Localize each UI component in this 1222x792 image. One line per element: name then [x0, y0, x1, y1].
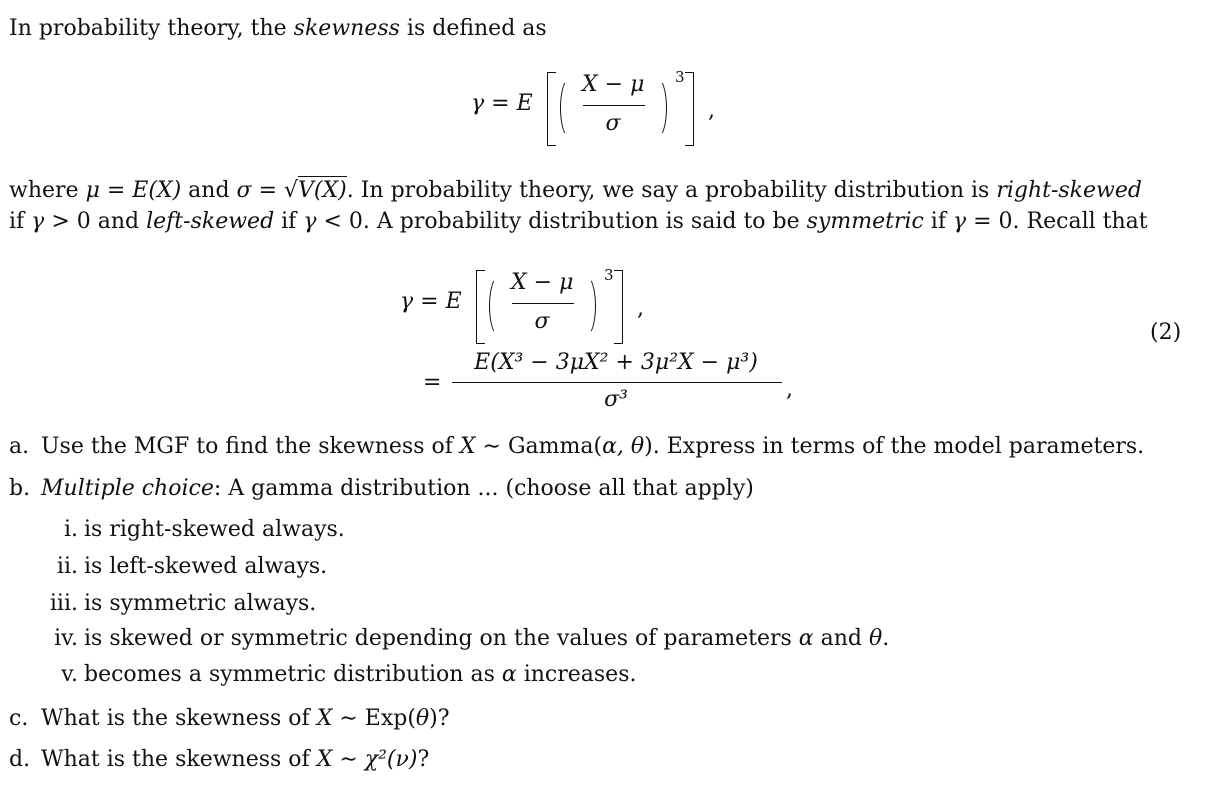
sqrt: √V(X): [284, 178, 347, 203]
choice-label: ii.: [56, 554, 78, 579]
eq2-exponent: 3: [604, 266, 614, 284]
eq1-left-paren: [560, 78, 579, 138]
eq1-right-paren: [648, 78, 667, 138]
para2-line1: where μ = E(X) and σ = √V(X). In probability theory, we say a probability distribution is right-skewed: [9, 176, 1142, 206]
question-c: c. What is the skewness of X ∼ Exp(θ)?: [9, 704, 450, 734]
choice-ii: ii. is left-skewed always.: [0, 552, 327, 582]
eq1-denominator: σ: [605, 111, 621, 136]
choice-label: v.: [61, 662, 78, 687]
eq1-exponent: 3: [675, 68, 685, 86]
eq2-left-bracket: [476, 270, 485, 344]
eq2-right-bracket: [614, 270, 623, 344]
eq2-fraction-bar-2: [452, 382, 782, 383]
eq1-numerator: X − μ: [582, 72, 645, 97]
eq1-comma: ,: [708, 98, 715, 123]
question-label: c.: [9, 706, 29, 731]
choice-iv: iv. is skewed or symmetric depending on the values of parameters α and θ.: [0, 624, 889, 654]
eq1-lhs: γ = E: [471, 91, 533, 116]
question-label: d.: [9, 747, 31, 772]
choice-label: iii.: [49, 591, 78, 616]
choice-v: v. becomes a symmetric distribution as α increases.: [0, 660, 636, 690]
eq2-comma-1: ,: [637, 296, 644, 321]
eq2-right-paren: [577, 276, 596, 336]
eq2-left-paren: [489, 276, 508, 336]
intro-term: skewness: [293, 16, 400, 41]
eq2-denominator-2: σ³: [604, 387, 628, 412]
question-d: d. What is the skewness of X ∼ χ²(ν)?: [9, 745, 429, 775]
question-b: b. Multiple choice: A gamma distribution ... (choose all that apply): [9, 474, 754, 504]
para2-line2: if γ > 0 and left-skewed if γ < 0. A probability distribution is said to be symmetric if γ = 0. Recall that: [9, 209, 1148, 234]
intro-prefix: In probability theory, the: [9, 16, 294, 41]
eq2-comma-2: ,: [786, 377, 793, 402]
eq2-lhs: γ = E: [400, 289, 462, 314]
choice-iii: iii. is symmetric always.: [0, 589, 316, 619]
eq2-denominator: σ: [534, 309, 550, 334]
eq1-left-bracket: [547, 72, 556, 146]
eq2-numerator-2: E(X³ − 3μX² + 3μ²X − μ³): [474, 350, 758, 375]
question-label: b.: [9, 476, 31, 501]
eq1-right-bracket: [685, 72, 694, 146]
question-a: a. Use the MGF to find the skewness of X ∼ Gamma(α, θ). Express in terms of the model parameters.: [9, 432, 1144, 462]
question-label: a.: [9, 434, 30, 459]
choice-i: i. is right-skewed always.: [0, 515, 345, 545]
eq2-fraction-bar: [512, 303, 574, 304]
intro-line: [9, 14, 547, 44]
eq2-numerator: X − μ: [511, 270, 574, 295]
eq1-fraction-bar: [583, 105, 645, 106]
choice-label: iv.: [54, 626, 78, 651]
choice-label: i.: [63, 517, 78, 542]
intro-suffix: is defined as: [399, 16, 547, 41]
equation-number: (2): [1150, 320, 1182, 345]
eq2-equals: =: [423, 370, 442, 395]
